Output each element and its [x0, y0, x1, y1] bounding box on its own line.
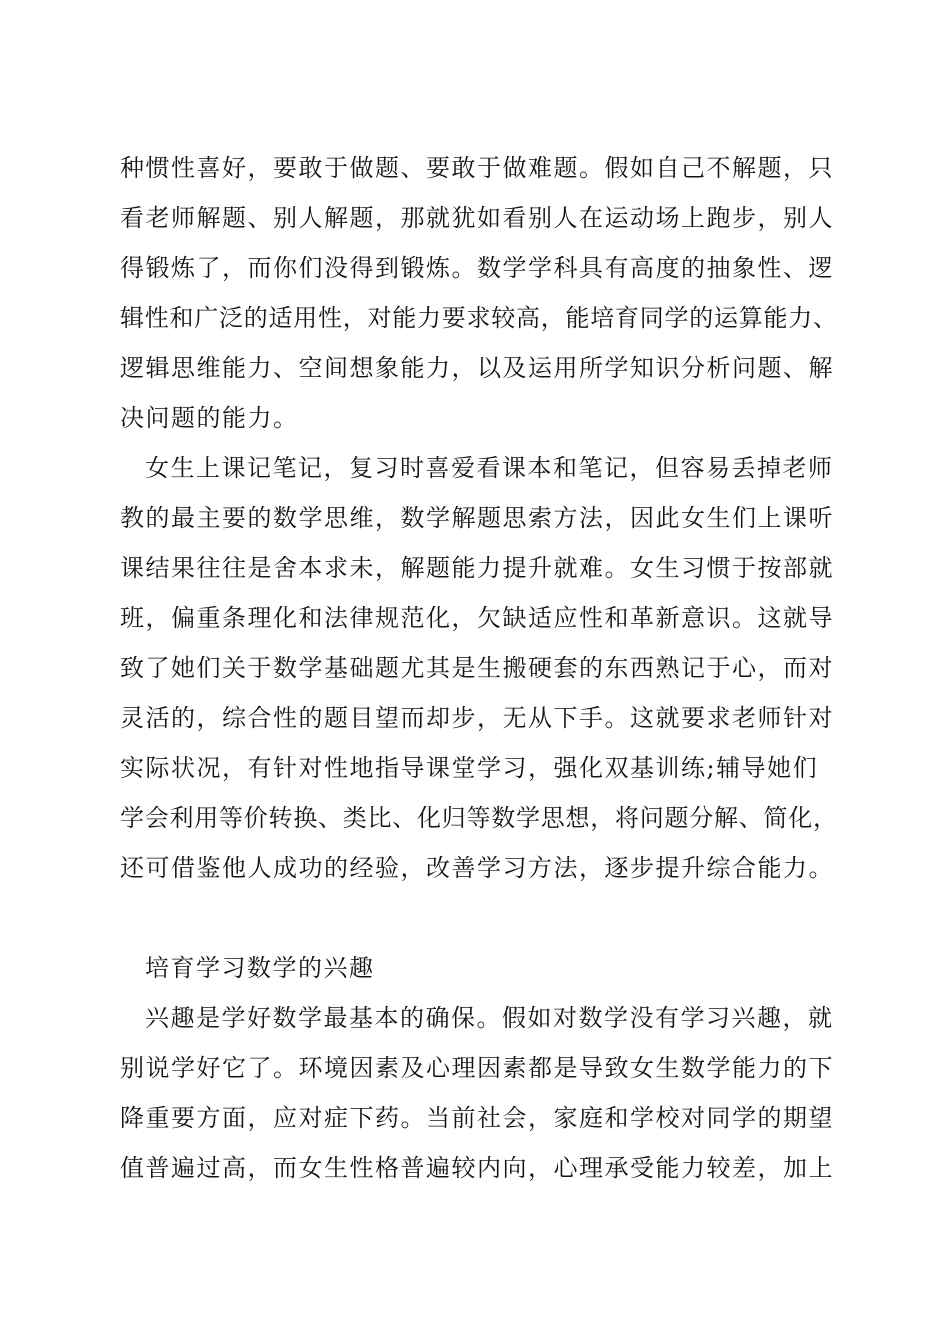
text-line: 得锻炼了，而你们没得到锻炼。数学学科具有高度的抽象性、逻 [120, 254, 834, 282]
text-line: 学会利用等价转换、类比、化归等数学思想，将问题分解、简化， [120, 804, 838, 832]
text-line: 降重要方面，应对症下药。当前社会，家庭和学校对同学的期望 [120, 1104, 834, 1132]
text-line: 逻辑思维能力、空间想象能力，以及运用所学知识分析问题、解 [120, 354, 834, 382]
text-line: 课结果往往是舍本求未，解题能力提升就难。女生习惯于按部就 [120, 554, 834, 582]
text-line: 值普遍过高，而女生性格普遍较内向，心理承受能力较差，加上 [120, 1154, 834, 1182]
text-line: 还可借鉴他人成功的经验，改善学习方法，逐步提升综合能力。 [120, 854, 834, 882]
text-line: 教的最主要的数学思维，数学解题思索方法，因此女生们上课听 [120, 504, 834, 532]
text-line: 灵活的，综合性的题目望而却步，无从下手。这就要求老师针对 [120, 704, 834, 732]
paragraph-start-line: 兴趣是学好数学最基本的确保。假如对数学没有学习兴趣，就 [145, 1004, 834, 1032]
text-line: 辑性和广泛的适用性，对能力要求较高，能培育同学的运算能力、 [120, 304, 838, 332]
text-line: 班，偏重条理化和法律规范化，欠缺适应性和革新意识。这就导 [120, 604, 834, 632]
paragraph-start-line: 女生上课记笔记，复习时喜爱看课本和笔记，但容易丢掉老师 [145, 454, 834, 482]
text-line: 看老师解题、别人解题，那就犹如看别人在运动场上跑步，别人 [120, 204, 834, 232]
text-line: 致了她们关于数学基础题尤其是生搬硬套的东西熟记于心，而对 [120, 654, 834, 682]
text-line: 决问题的能力。 [120, 404, 299, 432]
text-line: 种惯性喜好，要敢于做题、要敢于做难题。假如自己不解题，只 [120, 154, 834, 182]
text-line: 实际状况，有针对性地指导课堂学习，强化双基训练;辅导她们 [120, 754, 819, 782]
section-heading: 培育学习数学的兴趣 [145, 954, 375, 982]
text-line: 别说学好它了。环境因素及心理因素都是导致女生数学能力的下 [120, 1054, 834, 1082]
